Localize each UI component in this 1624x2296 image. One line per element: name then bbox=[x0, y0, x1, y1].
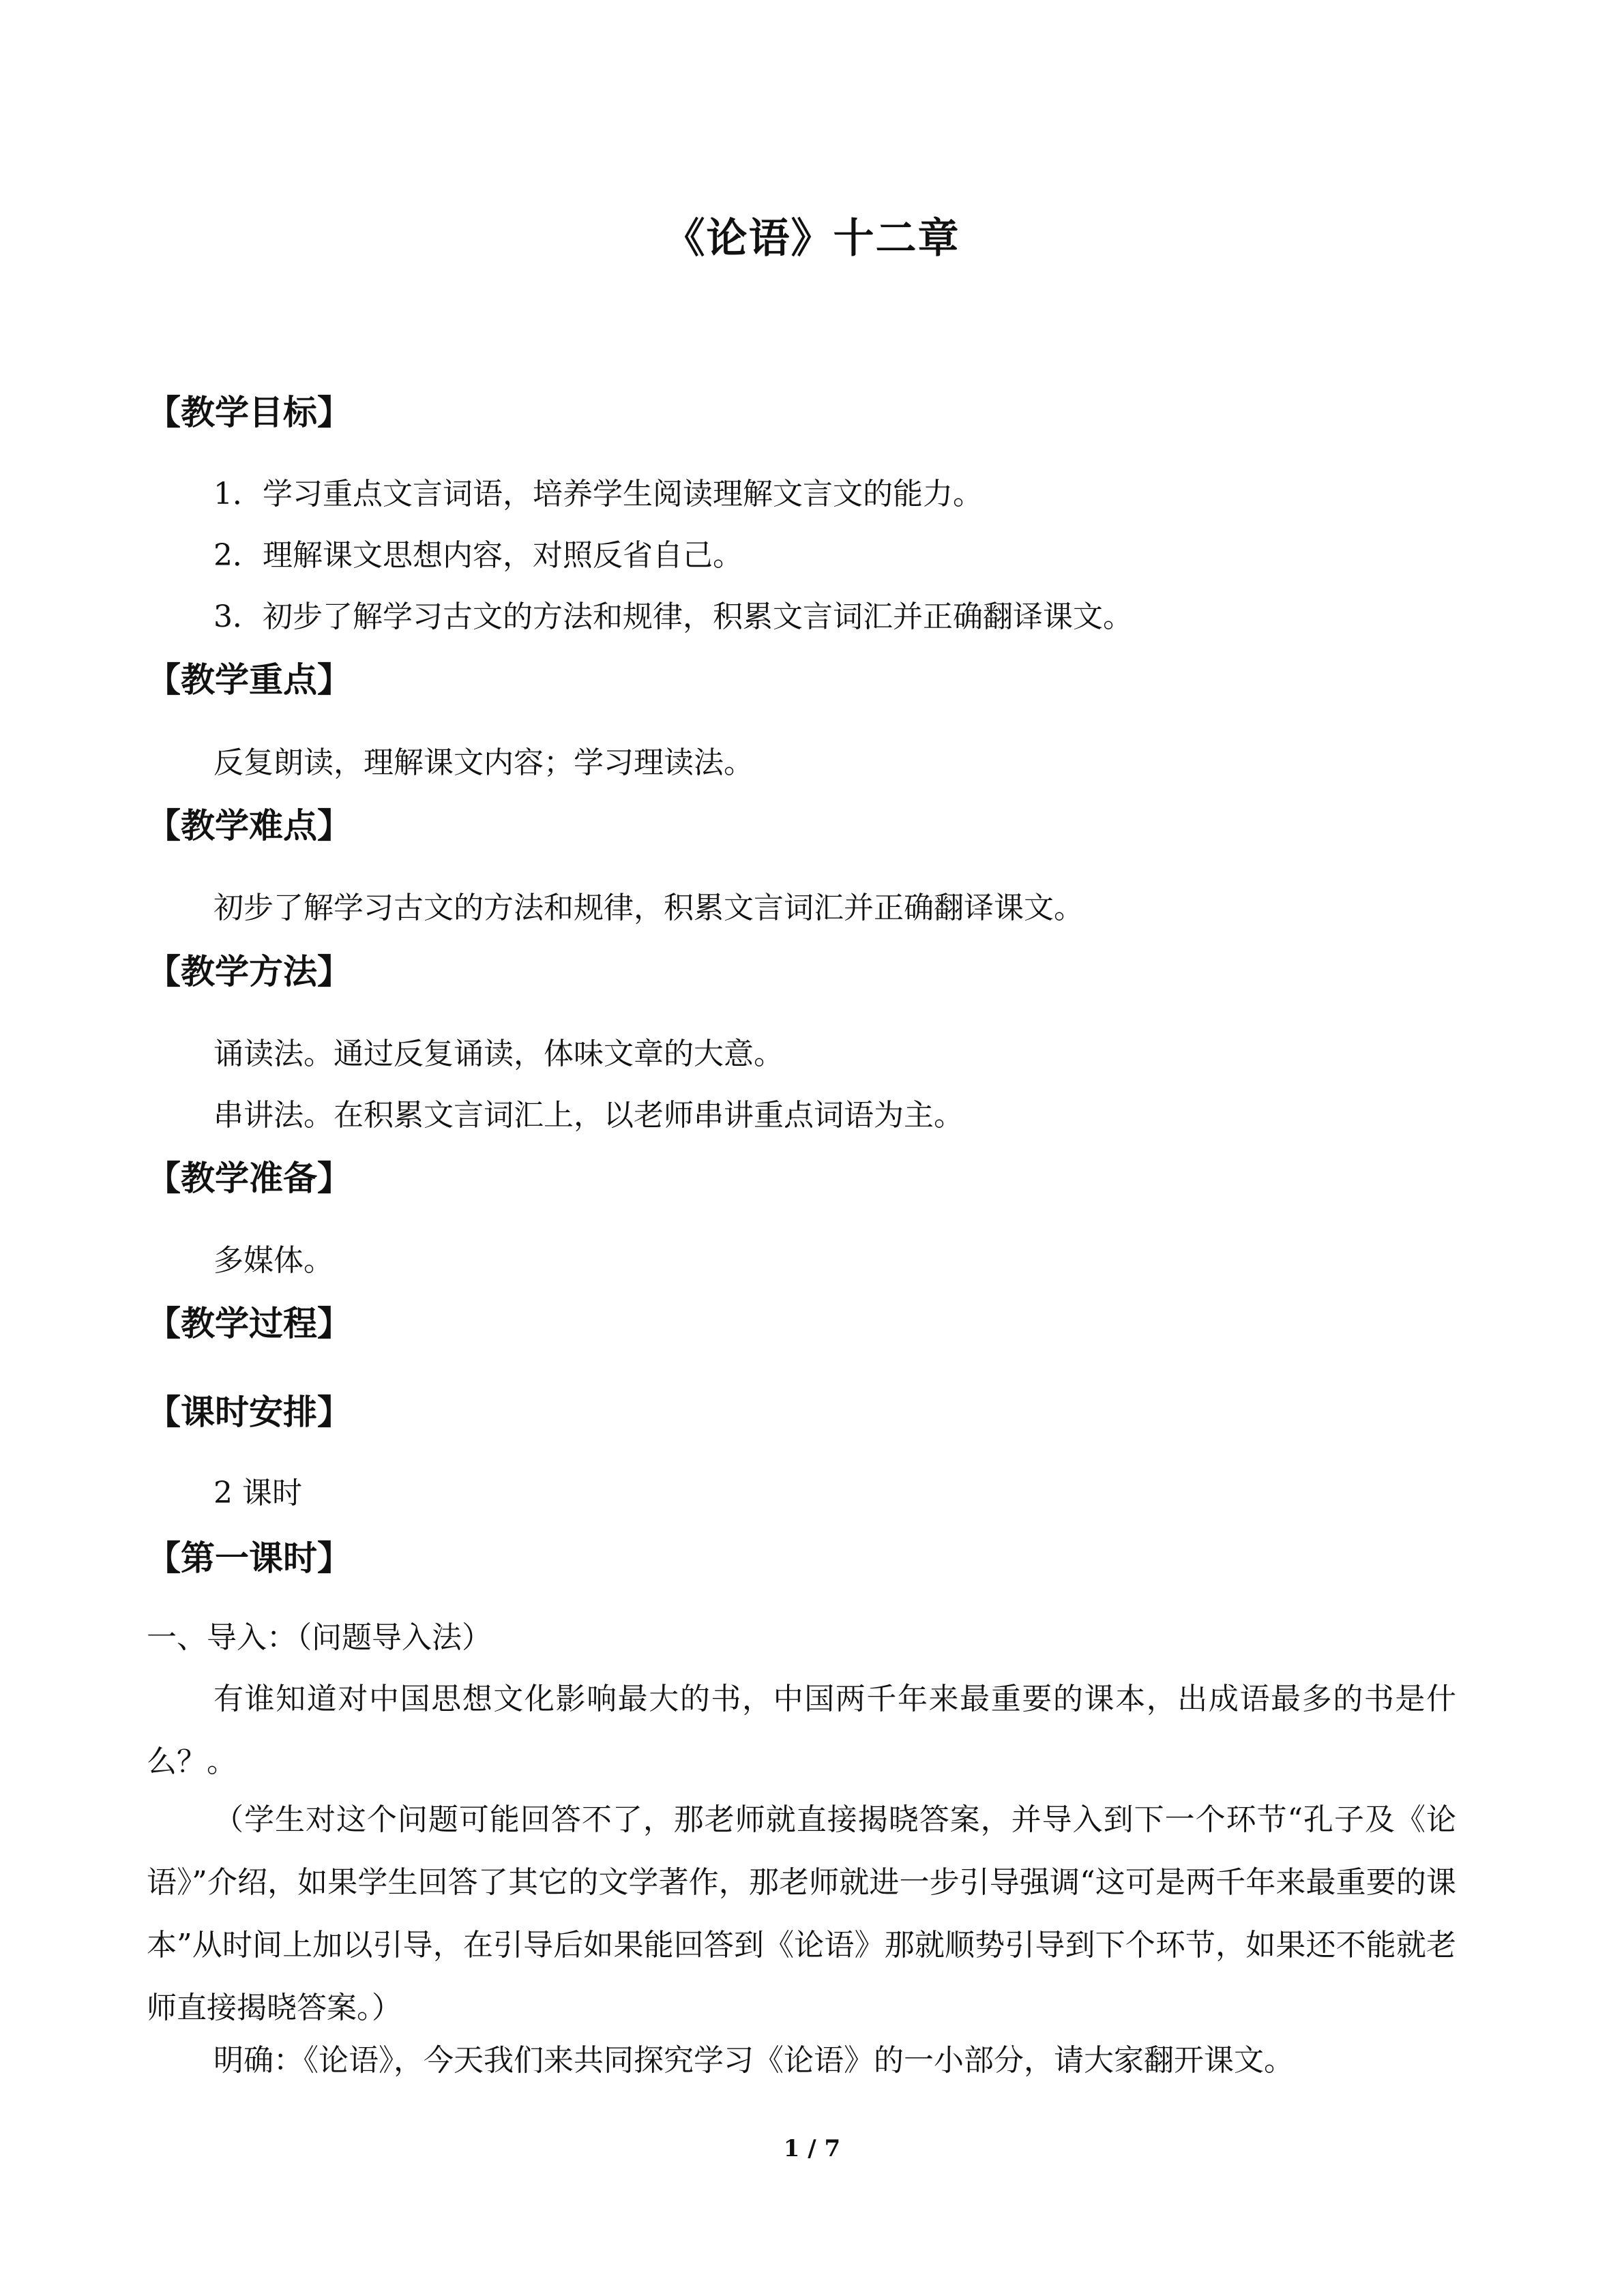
heading-process: 【教学过程】 bbox=[147, 1304, 351, 1343]
heading-first-lesson: 【第一课时】 bbox=[147, 1538, 351, 1578]
objective-item-2: 2．理解课文思想内容，对照反省自己。 bbox=[213, 538, 743, 573]
schedule-text: 2 课时 bbox=[213, 1476, 302, 1510]
heading-difficulties: 【教学难点】 bbox=[147, 806, 351, 846]
preparation-text: 多媒体。 bbox=[213, 1243, 334, 1278]
document-title: 《论语》十二章 bbox=[664, 215, 960, 263]
method-item-1: 诵读法。通过反复诵读，体味文章的大意。 bbox=[213, 1037, 784, 1071]
heading-schedule: 【课时安排】 bbox=[147, 1392, 351, 1432]
paragraph-clarification: 明确：《论语》，今天我们来共同探究学习《论语》的一小部分，请大家翻开课文。 bbox=[213, 2043, 1294, 2078]
key-points-text: 反复朗读，理解课文内容；学习理读法。 bbox=[213, 745, 754, 780]
method-item-2: 串讲法。在积累文言词汇上，以老师串讲重点词语为主。 bbox=[213, 1098, 964, 1133]
heading-preparation: 【教学准备】 bbox=[147, 1159, 351, 1198]
heading-methods: 【教学方法】 bbox=[147, 952, 351, 992]
difficulties-text: 初步了解学习古文的方法和规律，积累文言词汇并正确翻译课文。 bbox=[213, 891, 1084, 925]
paragraph-teacher-note: （学生对这个问题可能回答不了，那老师就直接揭晓答案，并导入到下一个环节“孔子及《论语》”介绍，如果学生回答了其它的文学著作，那老师就进一步引导强调“这可是两千年来最重要的课本”从时间上加以引导，在引导后如果能回答到《论语》那就顺势引导到下个环节，如果还不能就老师直接揭晓答案。） bbox=[147, 1802, 1456, 2025]
objective-item-1: 1．学习重点文言词语，培养学生阅读理解文言文的能力。 bbox=[213, 477, 983, 511]
page-number: 1 / 7 bbox=[783, 2135, 841, 2162]
objective-item-3: 3．初步了解学习古文的方法和规律，积累文言词汇并正确翻译课文。 bbox=[213, 599, 1133, 634]
heading-key-points: 【教学重点】 bbox=[147, 660, 351, 700]
heading-objectives: 【教学目标】 bbox=[147, 393, 351, 432]
intro-heading: 一、导入：（问题导入法） bbox=[147, 1620, 492, 1655]
paragraph-question: 有谁知道对中国思想文化影响最大的书，中国两千年来最重要的课本，出成语最多的书是什么？。 bbox=[147, 1682, 1456, 1779]
